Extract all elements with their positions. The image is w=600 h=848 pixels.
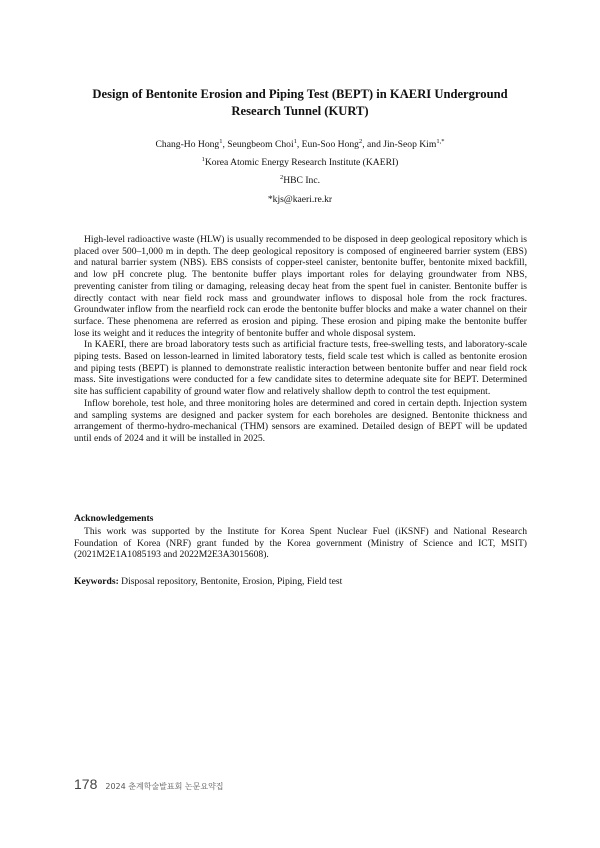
author-affil-mark: 1 xyxy=(219,137,223,145)
author-4 xyxy=(383,139,444,150)
abstract-paragraph-2: In KAERI, there are broad laboratory tests such as artificial fracture tests, free-swelling tests, and laboratory-scale piping tests. Based on lesson-learned in limited laboratory tests, field scale test which is called as bentonite erosion and piping tests (BEPT) is planned to demonstrate realistic interaction between bentonite buffer and near field rock mass. Site investigations were conducted for a few candidate sites to determine adequate site for BEPT. Determined site has sufficient capability of ground water flow and relatively shallow depth to control the test equipment. xyxy=(74,339,527,398)
affiliation-text: HBC Inc. xyxy=(283,175,321,186)
abstract-body xyxy=(74,234,527,445)
author-3 xyxy=(302,139,384,150)
acknowledgements-body xyxy=(74,526,527,561)
author-list xyxy=(60,139,540,151)
author-2 xyxy=(227,139,301,150)
author-affil-mark: 2 xyxy=(358,137,363,145)
author-name: Eun-Soo Hong xyxy=(301,139,359,150)
author-affil-mark: 1 xyxy=(293,137,297,145)
page-number: 178 xyxy=(74,776,98,792)
affiliation-mark: 2 xyxy=(279,173,284,181)
author-name: Seungbeom Choi xyxy=(227,139,294,150)
page-footer xyxy=(74,776,224,796)
running-head: 2024 춘계학술발표회 논문요약집 xyxy=(105,782,224,791)
acknowledgements-text: This work was supported by the Institute for Korea Spent Nuclear Fuel (iKSNF) and National Research Foundation of Korea (NRF) grant funded by the Korea government (Ministry of Science and ICT, MSIT) (2021M2E1A1085193 and 2022M2E3A3015608). xyxy=(74,526,527,561)
paper-title: Design of Bentonite Erosion and Piping Test (BEPT) in KAERI Underground Research Tunnel (KURT) xyxy=(92,87,508,118)
author-name: Chang-Ho Hong xyxy=(155,139,220,150)
author-separator: , xyxy=(222,139,228,150)
keywords-line xyxy=(74,576,527,588)
affiliation-mark: 1 xyxy=(201,155,205,163)
abstract-paragraph-1: High-level radioactive waste (HLW) is usually recommended to be disposed in deep geological repository which is placed over 500–1,000 m in depth. The deep geological repository is composed of engineered barrier system (EBS) and natural barrier system (NBS). EBS consists of copper-steel canister, bentonite buffer, bentonite mixed backfill, and low pH concrete plug. The bentonite buffer plays important roles for delaying groundwater from NBS, preventing canister from tiling or damaging, releasing decay heat from the spent fuel in canister. Bentonite buffer is directly contact with near field rock mass and groundwater inflows to disposal hole from the rock fractures. Groundwater inflow from the nearfield rock can erode the bentonite buffer blocks and make a water channel on their surface. These phenomena are referred as erosion and piping. These erosion and piping make the bentonite buffer lose its weight and it reduces the integrity of bentonite buffer and whole disposal system. xyxy=(74,234,527,339)
abstract-paragraph-3: Inflow borehole, test hole, and three monitoring holes are determined and cored in certain depth. Injection system and sampling systems are designed and packer system for each boreholes are designed. Bentonite thickness and arrangement of thermo-hydro-mechanical (THM) sensors are examined. Detailed design of BEPT will be updated until ends of 2024 and it will be installed in 2025. xyxy=(74,397,527,444)
affiliation-1 xyxy=(60,157,540,169)
author-separator: , xyxy=(296,139,302,150)
affiliation-text: Korea Atomic Energy Research Institute (KAERI) xyxy=(204,157,399,168)
acknowledgements-heading: Acknowledgements xyxy=(74,513,154,524)
keywords-text: Disposal repository, Bentonite, Erosion, Piping, Field test xyxy=(121,576,343,587)
affiliation-2 xyxy=(60,175,540,187)
author-affil-mark: 1,* xyxy=(436,137,445,145)
keywords-label: Keywords: xyxy=(74,576,119,587)
corresponding-email[interactable]: *kjs@kaeri.re.kr xyxy=(267,194,333,205)
author-separator: , and xyxy=(362,139,384,150)
author-1 xyxy=(156,139,228,150)
author-name: Jin-Seop Kim xyxy=(383,139,437,150)
